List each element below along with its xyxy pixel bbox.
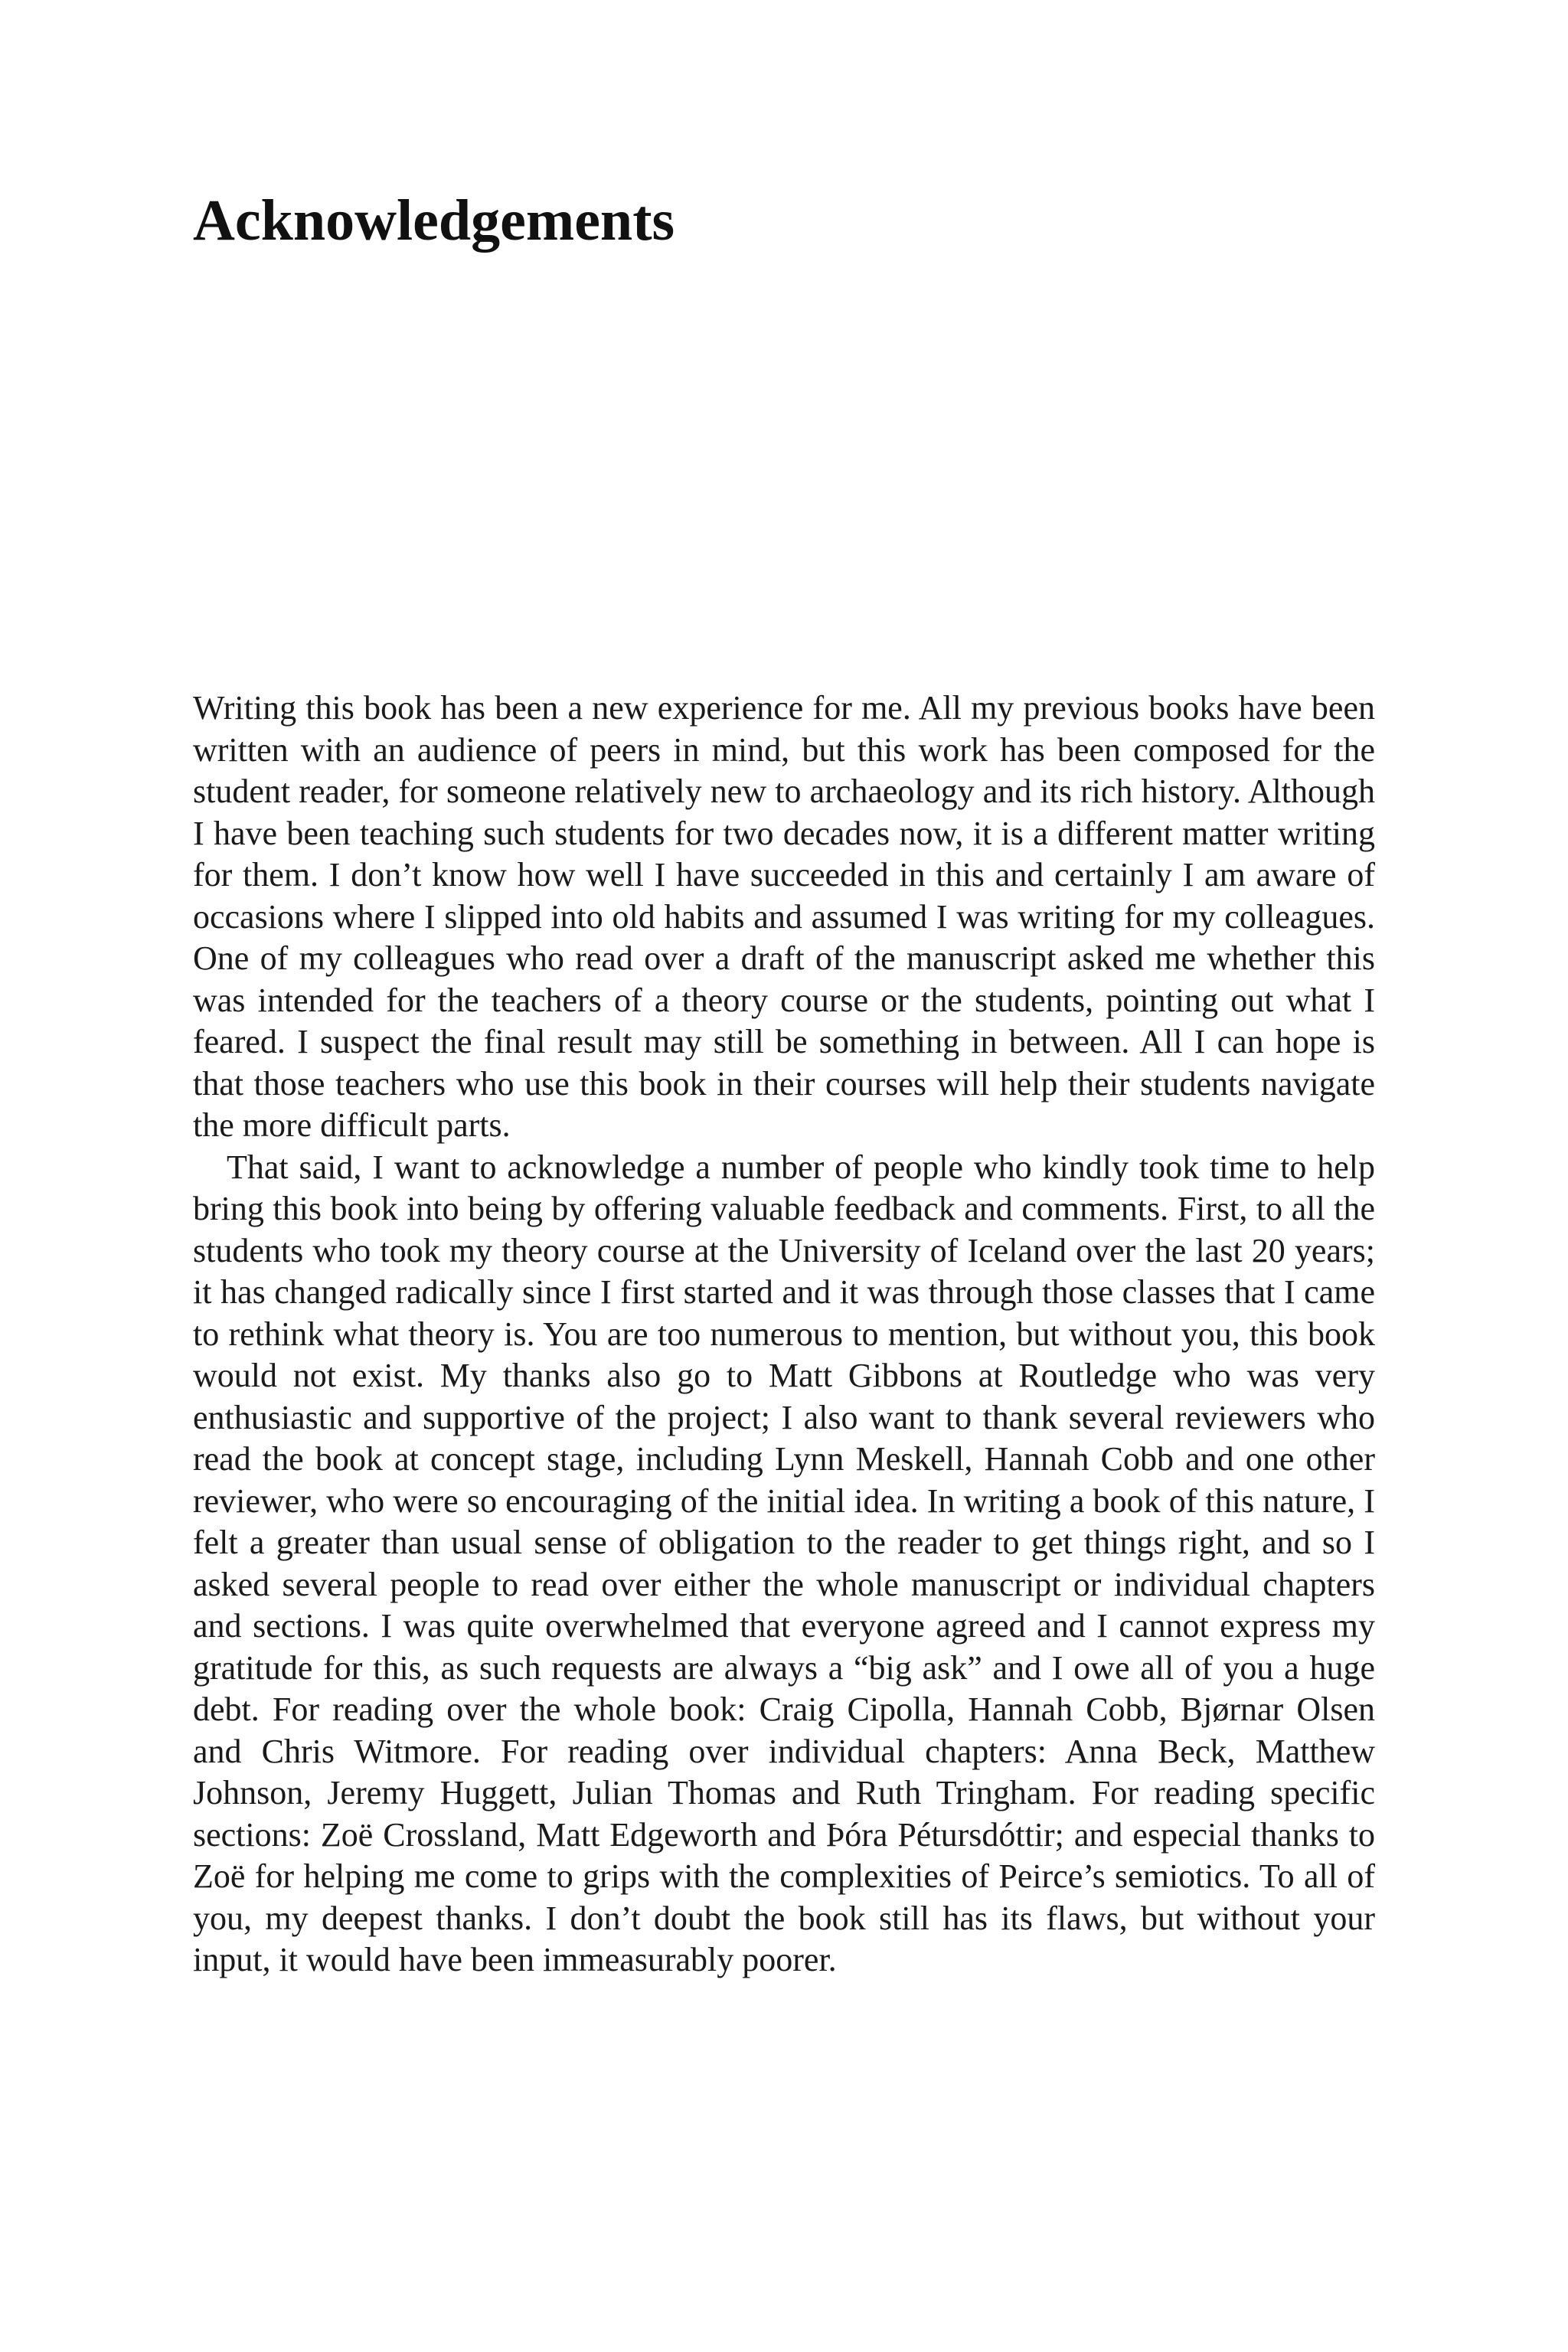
- paragraph-1: Writing this book has been a new experience for me. All my previous books have been written with an audience of peers in mind, but this work has been composed for the student reader, for someone relatively new to archaeology and its rich history. Although I have been teaching such students for two decades now, it is a different matter writing for them. I don’t know how well I have succeeded in this and certainly I am aware of occasions where I slipped into old habits and assumed I was writing for my colleagues. One of my colleagues who read over a draft of the manuscript asked me whether this was intended for the teachers of a theory course or the students, pointing out what I feared. I suspect the final result may still be something in between. All I can hope is that those teachers who use this book in their courses will help their students navigate the more difficult parts.: [193, 689, 1375, 1144]
- acknowledgements-body: [193, 688, 1375, 1981]
- paragraph-2: That said, I want to acknowledge a number of people who kindly took time to help bring this book into being by offering valuable feedback and comments. First, to all the students who took my theory course at the University of Iceland over the last 20 years; it has changed radically since I first started and it was through those classes that I came to rethink what theory is. You are too numerous to mention, but without you, this book would not exist. My thanks also go to Matt Gibbons at Routledge who was very enthusiastic and supportive of the project; I also want to thank several reviewers who read the book at concept stage, including Lynn Meskell, Hannah Cobb and one other reviewer, who were so encouraging of the initial idea. In writing a book of this nature, I felt a greater than usual sense of obligation to the reader to get things right, and so I asked several people to read over either the whole manuscript or individual chapters and sections. I was quite overwhelmed that everyone agreed and I cannot express my gratitude for this, as such requests are always a “big ask” and I owe all of you a huge debt. For reading over the whole book: Craig Cipolla, Hannah Cobb, Bjørnar Olsen and Chris Witmore. For reading over individual chapters: Anna Beck, Matthew Johnson, Jeremy Huggett, Julian Thomas and Ruth Tringham. For reading specific sections: Zoë Crossland, Matt Edgeworth and Þóra Pétursdóttir; and especial thanks to Zoë for helping me come to grips with the complexities of Peirce’s semiotics. To all of you, my deepest thanks. I don’t doubt the book still has its flaws, but without your input, it would have been immeasurably poorer.: [193, 1148, 1375, 1978]
- chapter-title: Acknowledgements: [193, 188, 675, 253]
